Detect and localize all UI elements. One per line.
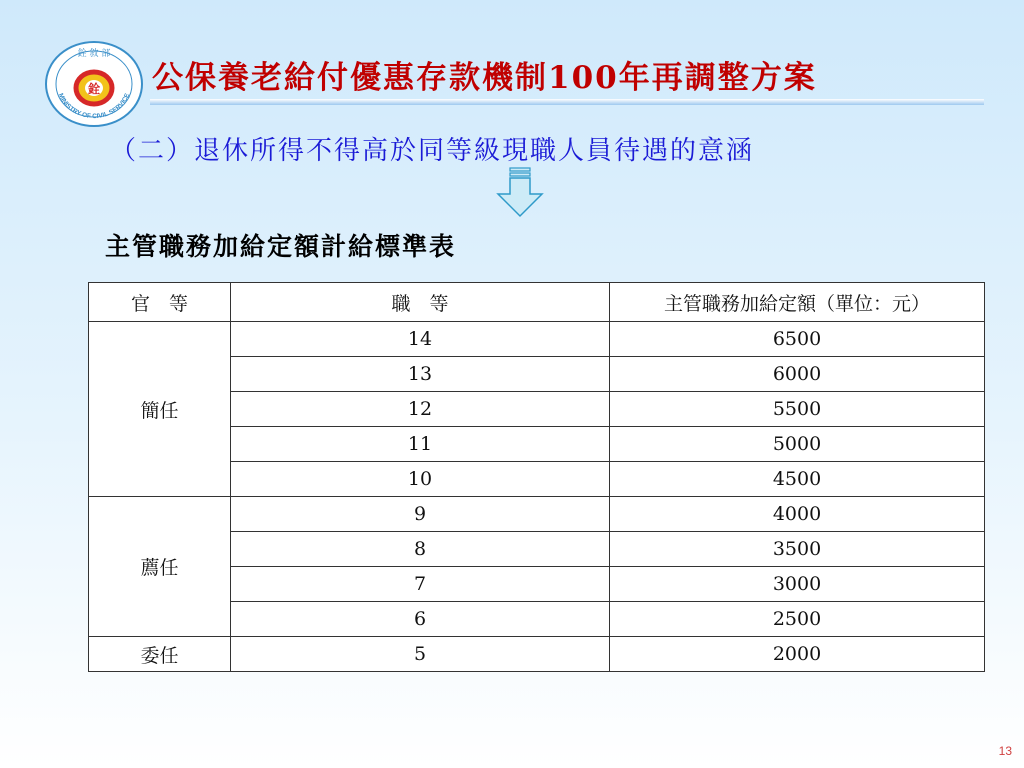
header-amount: 主管職務加給定額（單位：元） (610, 283, 985, 322)
allowance-table (88, 282, 985, 672)
grade-cell: 6 (231, 602, 610, 637)
grade-cell: 14 (231, 322, 610, 357)
header-rank: 官 等 (89, 283, 231, 322)
table-title: 主管職務加給定額計給標準表 (105, 232, 457, 261)
logo-center-char: 銓 (87, 82, 101, 96)
logo-ring-text: MINISTRY OF CIVIL SERVICE (56, 92, 132, 121)
amount-cell: 4000 (610, 497, 985, 532)
ministry-logo (44, 40, 144, 128)
amount-cell: 4500 (610, 462, 985, 497)
page-number: 13 (998, 744, 1012, 758)
slide-title: 公保養老給付優惠存款機制100年再調整方案 (152, 60, 817, 96)
grade-cell: 11 (231, 427, 610, 462)
grade-cell: 12 (231, 392, 610, 427)
grade-cell: 7 (231, 567, 610, 602)
grade-cell: 5 (231, 637, 610, 672)
amount-cell: 5500 (610, 392, 985, 427)
amount-cell: 3500 (610, 532, 985, 567)
amount-cell: 2500 (610, 602, 985, 637)
table-row (89, 637, 985, 672)
rank-cell: 委任 (89, 637, 231, 672)
table-row (89, 497, 985, 532)
grade-cell: 9 (231, 497, 610, 532)
rank-cell: 薦任 (89, 497, 231, 637)
amount-cell: 6000 (610, 357, 985, 392)
header-grade: 職 等 (231, 283, 610, 322)
title-divider (150, 99, 984, 105)
grade-cell: 10 (231, 462, 610, 497)
amount-cell: 6500 (610, 322, 985, 357)
table-row (89, 322, 985, 357)
logo-top-text: 銓 敘 部 (77, 49, 111, 59)
grade-cell: 8 (231, 532, 610, 567)
amount-cell: 2000 (610, 637, 985, 672)
grade-cell: 13 (231, 357, 610, 392)
amount-cell: 5000 (610, 427, 985, 462)
amount-cell: 3000 (610, 567, 985, 602)
section-subtitle: （二）退休所得不得高於同等級現職人員待遇的意涵 (110, 136, 755, 166)
down-arrow-icon (494, 166, 546, 218)
table-header-row (89, 283, 985, 322)
rank-cell: 簡任 (89, 322, 231, 497)
